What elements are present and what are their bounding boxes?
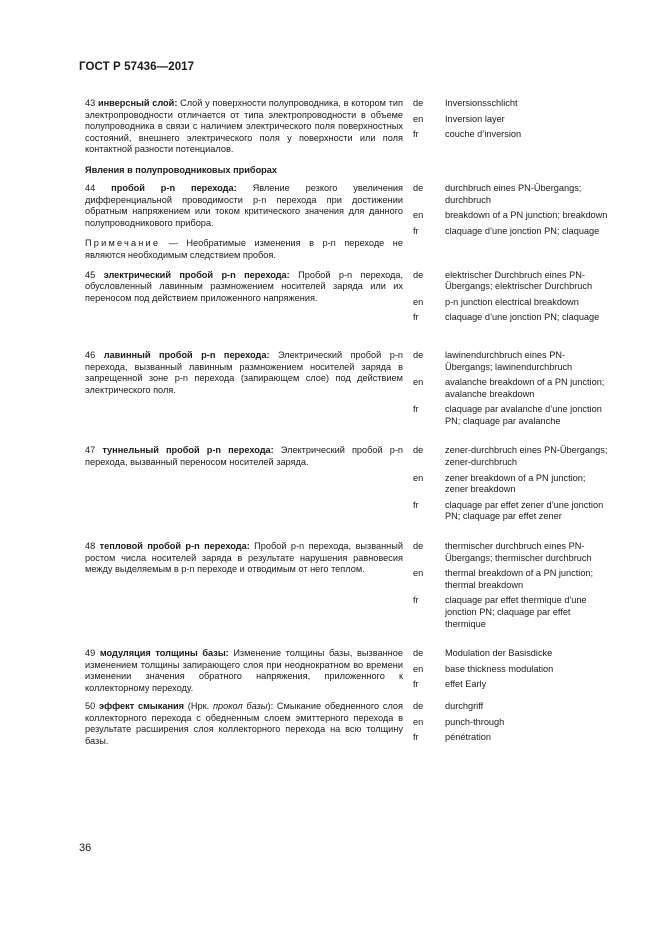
glossary-entry <box>85 541 610 634</box>
entry-note <box>85 238 403 261</box>
entry-deprecated-term: прокол базы <box>212 700 268 711</box>
translation-fr: fr claquage d’une jonction PN; claquage <box>413 312 600 323</box>
entry-number: 49 <box>85 648 96 659</box>
translation-fr: fr effet Early <box>413 679 487 690</box>
entry-translations <box>413 445 610 527</box>
entry-definition <box>85 183 403 262</box>
note-text: — Необратимые изменения в p-n переходе не являются необходимым следствием пробоя. <box>85 238 403 260</box>
entry-number: 48 <box>85 541 96 552</box>
entry-definition <box>85 701 403 748</box>
translation-en: en base thickness modulation <box>413 663 554 674</box>
translation-en: en Inversion layer <box>413 113 505 124</box>
translation-en: en avalanche breakdown of a PN junction; avalanche breakdown <box>413 377 605 399</box>
entry-definition <box>85 270 403 328</box>
entry-number: 47 <box>85 445 96 456</box>
translation-de: de thermischer durchbruch eines PN-Übergangs; thermischer durchbruch <box>413 541 592 563</box>
entry-definition-text: Смыкание обедненного слоя коллекторного перехода с обедненным слоем эмиттерного перехода в результате расширения слоя коллекторного перехода на всю толщину базы. <box>85 700 404 746</box>
entry-translations <box>413 541 610 634</box>
entry-definition <box>85 350 403 432</box>
entry-definition <box>85 648 403 695</box>
entry-definition <box>85 445 403 527</box>
entry-term: электрический пробой p-n перехода: <box>103 269 290 280</box>
translation-de: de lawinendurchbruch eines PN-Übergangs; lawinendurchbruch <box>413 349 573 372</box>
entry-term: инверсный слой: <box>97 98 178 108</box>
note-label: Примечание <box>85 238 161 249</box>
page-number: 36 <box>79 842 92 854</box>
entry-number: 50 <box>85 700 96 711</box>
entry-term: модуляция толщины базы: <box>99 648 229 659</box>
entry-translations <box>413 98 610 156</box>
entry-translations <box>413 270 610 328</box>
entry-translations <box>413 350 610 432</box>
translation-de: de Modulation der Basisdicke <box>413 648 553 659</box>
translation-fr: fr claquage par effet zener d’une jonction PN; claquage par effet zener <box>413 499 604 522</box>
translation-fr: fr claquage par avalanche d’une jonction PN; claquage par avalanche <box>413 404 602 426</box>
translation-en: en punch-through <box>413 716 505 727</box>
translation-fr: fr couche d’inversion <box>413 129 522 140</box>
translation-en: en thermal breakdown of a PN junction; thermal breakdown <box>413 568 594 590</box>
translation-en: en zener breakdown of a PN junction; zener breakdown <box>413 472 586 495</box>
entry-term: эффект смыкания <box>99 700 185 711</box>
translation-en: en p-n junction electrical breakdown <box>413 296 579 307</box>
glossary-entry <box>85 701 610 748</box>
entry-paren-close: ): <box>267 700 274 711</box>
glossary-entry <box>85 350 610 432</box>
entry-number: 45 <box>85 269 96 280</box>
entry-number: 46 <box>85 349 96 360</box>
glossary-entry <box>85 183 610 262</box>
entry-term: тепловой пробой p-n перехода: <box>99 541 250 552</box>
entry-paren-open: (Нрк. <box>184 700 213 711</box>
translation-fr: fr claquage d’une jonction PN; claquage <box>413 225 600 236</box>
entry-definition-text: Явление резкого увеличения дифференциальной проводимости p-n перехода при достижении обратным напряжением или током критического значения для данного полупроводникового прибора. <box>85 182 404 228</box>
entry-definition-text: Пробой p-n перехода, обусловленный лавинным размножением носителей заряда или их переносом под действием приложенного напряжения. <box>85 269 404 303</box>
document-header: ГОСТ Р 57436—2017 <box>79 61 195 73</box>
entry-translations <box>413 183 610 262</box>
entry-definition-text: Пробой p-n перехода, вызванный ростом числа носителей заряда в результате нарушения равновесия между выделяемым в p-n переходе и отводимым от него теплом. <box>85 541 403 575</box>
glossary-entry <box>85 98 610 156</box>
glossary-entry <box>85 445 610 527</box>
entry-definition-text: Электрический пробой p-n перехода, вызванный лавинным размножением носителей заряда в запрещенной зоне p-n перехода (запирающем слое) под действием электрического поля. <box>85 349 404 395</box>
translation-fr: fr pénétration <box>413 732 491 743</box>
glossary-content <box>85 98 610 757</box>
translation-en: en breakdown of a PN junction; breakdown <box>413 210 608 221</box>
glossary-entry <box>85 648 610 695</box>
entry-translations <box>413 701 610 748</box>
glossary-entry <box>85 270 610 328</box>
translation-de: de zener-durchbruch eines PN-Übergangs; zener-durchbruch <box>413 445 608 468</box>
entry-definition <box>85 98 403 156</box>
entry-term: пробой p-n перехода: <box>111 182 237 193</box>
translation-fr: fr claquage par effet thermique d'une jonction PN; claquage par effet thermique <box>413 595 587 629</box>
entry-number: 43 <box>85 98 96 108</box>
section-heading: Явления в полупроводниковых приборах <box>85 164 278 175</box>
entry-definition-text: Слой у поверхности полупроводника, в котором тип электропроводности отличается от типа электропроводности в объеме полупроводника в связи с наличием электрического поля поверхностных состояний, внешнего электрического поля у поверхности или поля контактной разности потенциалов. <box>85 98 403 155</box>
translation-de: de durchbruch eines PN-Übergangs; durchbruch <box>413 182 582 205</box>
entry-translations <box>413 648 610 695</box>
translation-de: de durchgriff <box>413 700 484 711</box>
entry-definition-text: Электрический пробой p-n перехода, вызванный переносом носителей заряда. <box>85 445 404 468</box>
entry-definition-text: Изменение толщины базы, вызванное изменением толщины запирающего слоя при неоднократном во времени изменении значения обратного напряжения, приложенного к коллекторному переходу. <box>85 648 403 693</box>
entry-term: лавинный пробой p-n перехода: <box>103 349 270 360</box>
entry-term: туннельный пробой p-n перехода: <box>102 445 274 456</box>
translation-de: de elektrischer Durchbruch eines PN-Übergangs; elektrischer Durchbruch <box>413 269 593 292</box>
translation-de: de Inversionsschlicht <box>413 98 518 108</box>
entry-definition <box>85 541 403 634</box>
entry-number: 44 <box>85 182 96 193</box>
